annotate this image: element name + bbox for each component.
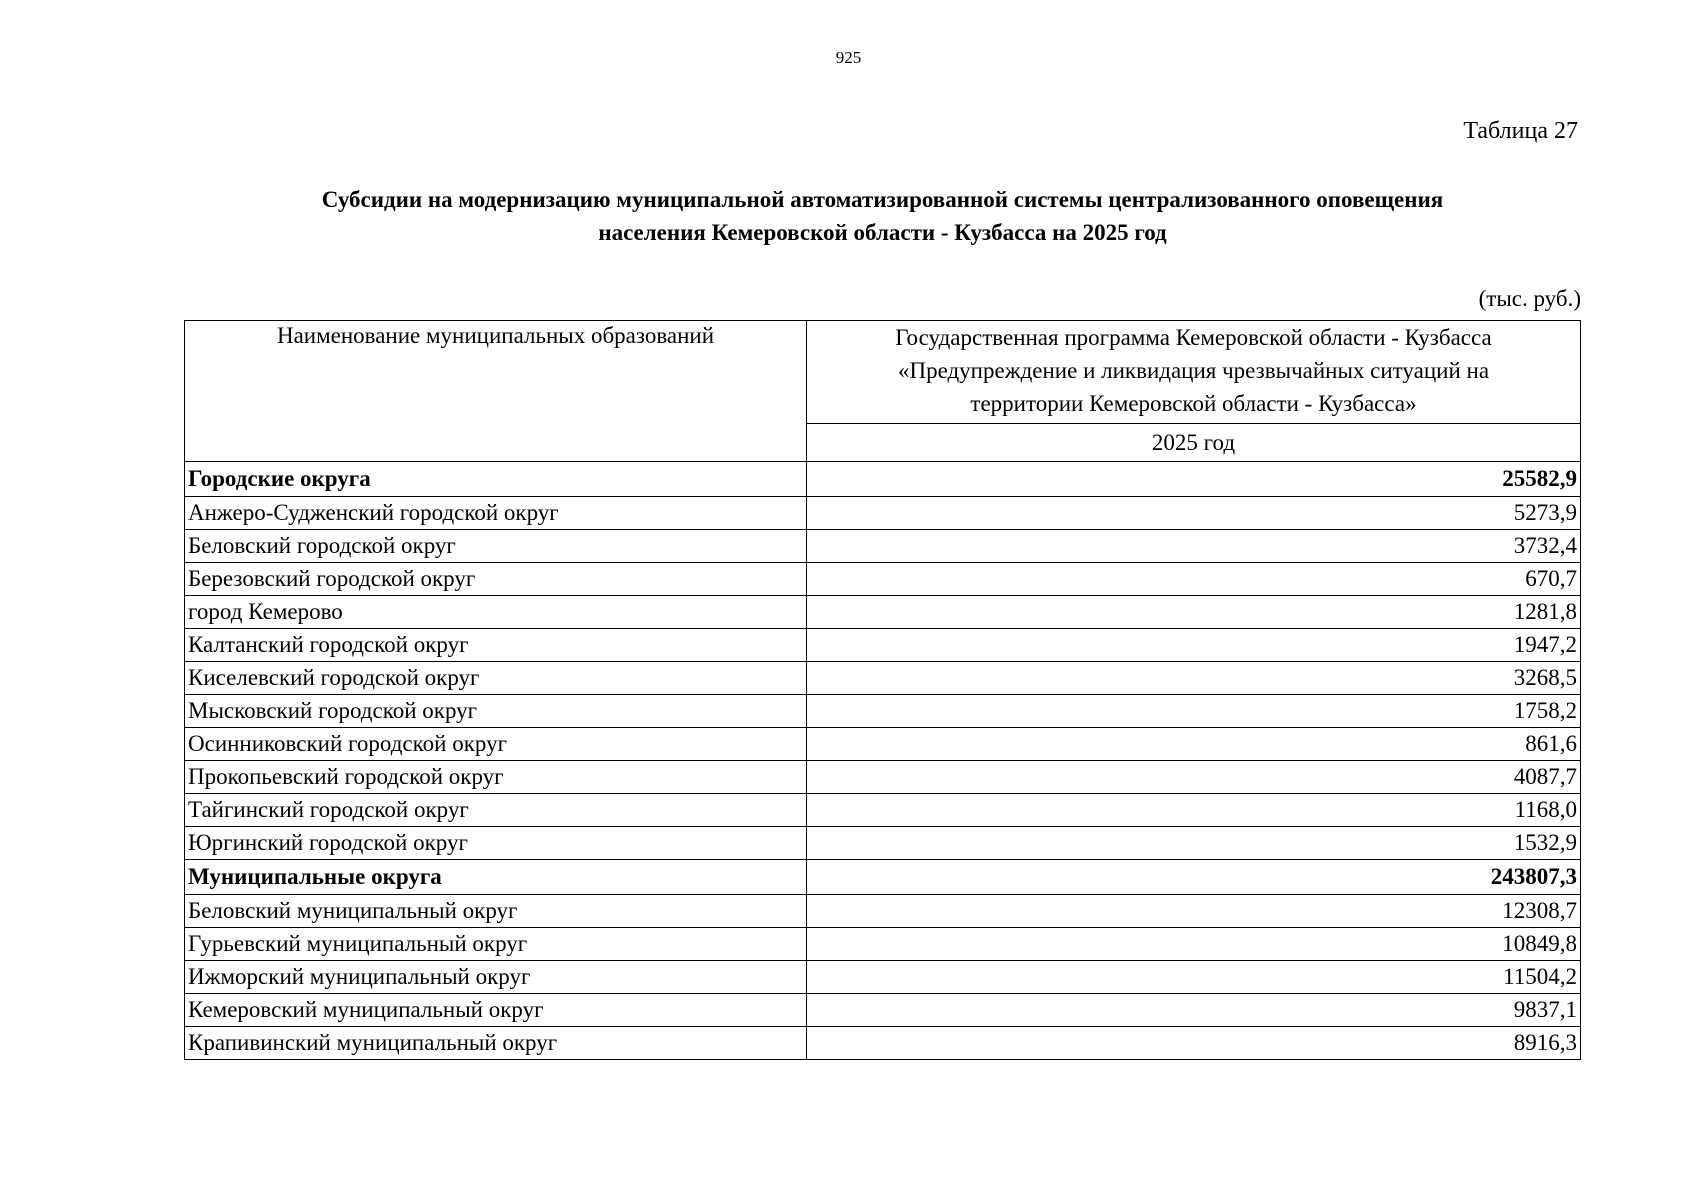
cell-municipality-name: Беловский городской округ: [185, 530, 807, 563]
cell-subsidy-value: 4087,7: [807, 761, 1581, 794]
cell-municipality-name: Ижморский муниципальный округ: [185, 961, 807, 994]
table-header-row: [185, 321, 1581, 424]
cell-municipality-name: Осинниковский городской округ: [185, 728, 807, 761]
table-row: [185, 563, 1581, 596]
cell-municipality-name: Тайгинский городской округ: [185, 794, 807, 827]
cell-subsidy-value: 9837,1: [807, 994, 1581, 1027]
cell-municipality-name: Крапивинский муниципальный округ: [185, 1027, 807, 1060]
cell-municipality-name: Прокопьевский городской округ: [185, 761, 807, 794]
cell-municipality-name: Кемеровский муниципальный округ: [185, 994, 807, 1027]
table-row: [185, 895, 1581, 928]
cell-municipality-name: Городские округа: [185, 462, 807, 497]
table-row: [185, 530, 1581, 563]
cell-subsidy-value: 243807,3: [807, 860, 1581, 895]
table-group-row: [185, 860, 1581, 895]
table-row: [185, 629, 1581, 662]
cell-subsidy-value: 1947,2: [807, 629, 1581, 662]
table-row: [185, 497, 1581, 530]
table-row: [185, 728, 1581, 761]
title-line-1: Субсидии на модернизацию муниципальной автоматизированной системы централизованного оповещения: [321, 187, 1444, 212]
table-row: [185, 662, 1581, 695]
table-row: [185, 794, 1581, 827]
header-municipality-name: Наименование муниципальных образований: [185, 321, 807, 462]
cell-subsidy-value: 3732,4: [807, 530, 1581, 563]
table-body: [185, 462, 1581, 1060]
header-year: 2025 год: [807, 424, 1581, 462]
cell-municipality-name: Березовский городской округ: [185, 563, 807, 596]
cell-subsidy-value: 1281,8: [807, 596, 1581, 629]
cell-subsidy-value: 11504,2: [807, 961, 1581, 994]
table-row: [185, 596, 1581, 629]
document-title: [185, 183, 1580, 249]
cell-municipality-name: Муниципальные округа: [185, 860, 807, 895]
cell-subsidy-value: 12308,7: [807, 895, 1581, 928]
page-number: 925: [835, 48, 862, 67]
cell-municipality-name: Калтанский городской округ: [185, 629, 807, 662]
table-row: [185, 761, 1581, 794]
cell-municipality-name: Гурьевский муниципальный округ: [185, 928, 807, 961]
subsidy-table: [184, 320, 1581, 1060]
header-program-line-3: территории Кемеровской области - Кузбасса»: [970, 391, 1417, 416]
table-row: [185, 928, 1581, 961]
cell-subsidy-value: 670,7: [807, 563, 1581, 596]
cell-municipality-name: Киселевский городской округ: [185, 662, 807, 695]
table-row: [185, 961, 1581, 994]
cell-municipality-name: город Кемерово: [185, 596, 807, 629]
cell-municipality-name: Анжеро-Судженский городской округ: [185, 497, 807, 530]
title-line-2: населения Кемеровской области - Кузбасса на 2025 год: [598, 220, 1167, 245]
table-row: [185, 827, 1581, 860]
header-state-program: [807, 321, 1581, 424]
header-program-line-1: Государственная программа Кемеровской области - Кузбасса: [895, 325, 1492, 350]
table-label: Таблица 27: [1463, 118, 1578, 144]
table-row: [185, 695, 1581, 728]
cell-municipality-name: Юргинский городской округ: [185, 827, 807, 860]
cell-subsidy-value: 5273,9: [807, 497, 1581, 530]
cell-subsidy-value: 1532,9: [807, 827, 1581, 860]
header-program-line-2: «Предупреждение и ликвидация чрезвычайных ситуаций на: [897, 358, 1490, 383]
cell-municipality-name: Мысковский городской округ: [185, 695, 807, 728]
cell-subsidy-value: 10849,8: [807, 928, 1581, 961]
table-group-row: [185, 462, 1581, 497]
cell-subsidy-value: 8916,3: [807, 1027, 1581, 1060]
units-note: (тыс. руб.): [1478, 286, 1581, 311]
cell-subsidy-value: 3268,5: [807, 662, 1581, 695]
cell-subsidy-value: 25582,9: [807, 462, 1581, 497]
cell-subsidy-value: 1758,2: [807, 695, 1581, 728]
cell-municipality-name: Беловский муниципальный округ: [185, 895, 807, 928]
table-row: [185, 1027, 1581, 1060]
cell-subsidy-value: 861,6: [807, 728, 1581, 761]
cell-subsidy-value: 1168,0: [807, 794, 1581, 827]
table-row: [185, 994, 1581, 1027]
